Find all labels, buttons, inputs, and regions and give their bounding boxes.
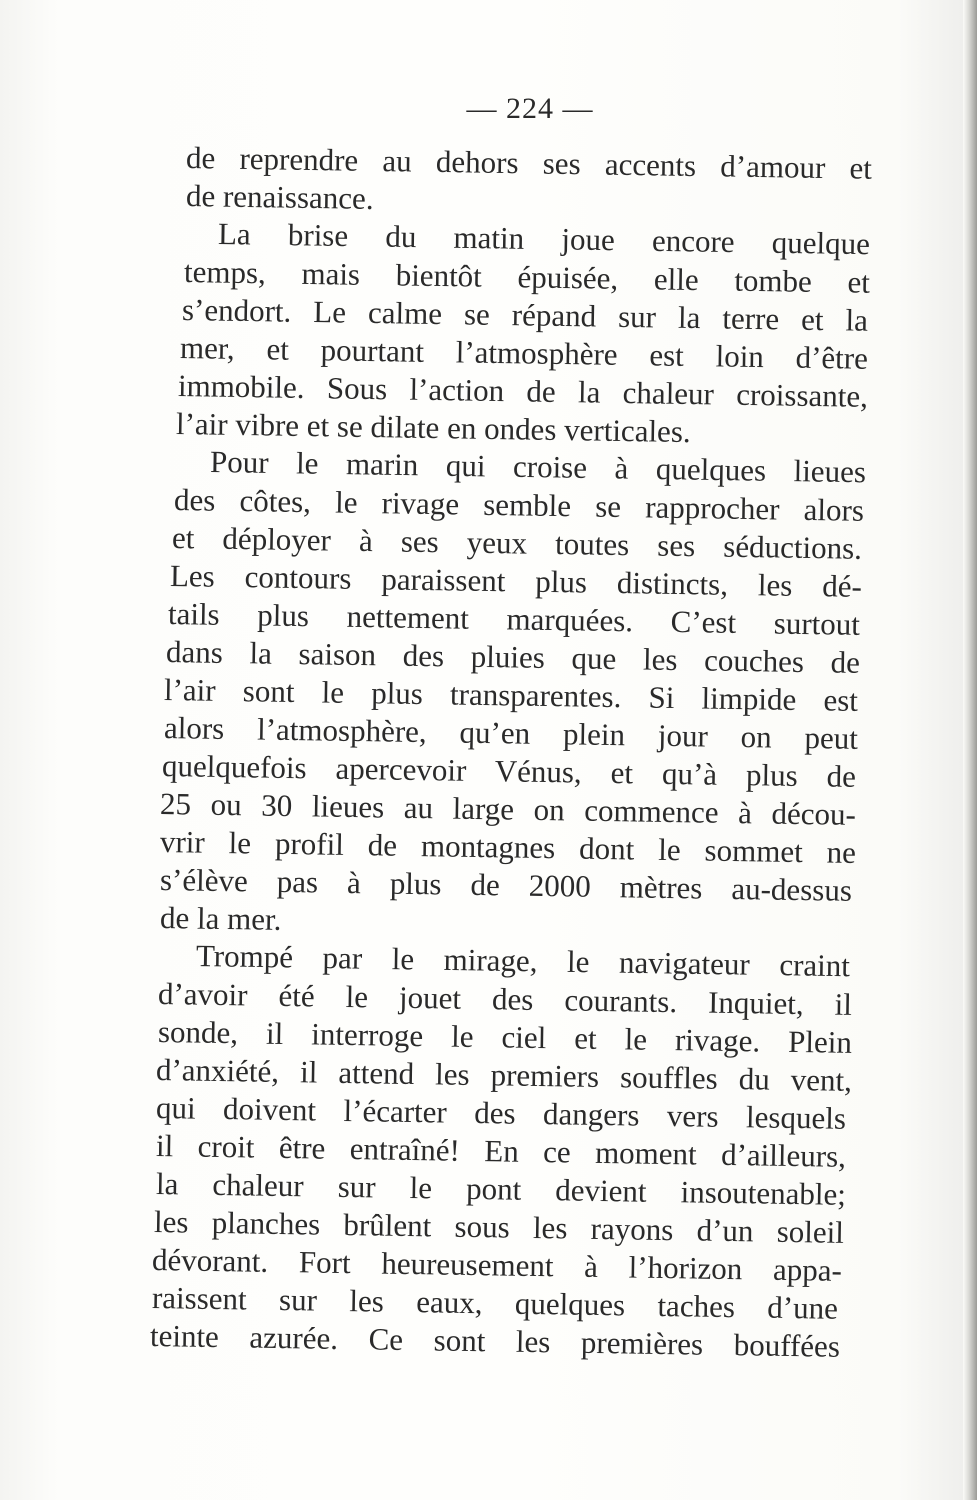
text-line: l’air vibre et se dilate en ondes verticales.: [175, 406, 691, 450]
text-line: les planches brûlent sous les rayons d’un soleil: [153, 1204, 845, 1250]
text-line: de renaissance.: [185, 178, 374, 216]
text-line: s’endort. Le calme se répand sur la terre et la: [181, 292, 869, 338]
text-line: d’anxiété, il attend les premiers souffles du vent,: [155, 1052, 853, 1098]
text-line: Pour le marin qui croise à quelques lieues: [209, 444, 867, 490]
text-line: Les contours paraissent plus distincts, les dé-: [169, 558, 863, 604]
text-line: immobile. Sous l’action de la chaleur croissante,: [177, 368, 869, 414]
page-edge-shadow: [963, 0, 977, 1500]
text-line: et déployer à ses yeux toutes ses séductions.: [171, 520, 863, 566]
page-number: — 224 —: [466, 92, 594, 125]
text-line: des côtes, le rivage semble se rapprocher alors: [173, 482, 865, 528]
text-line: mer, et pourtant l’atmosphère est loin d’être: [179, 330, 869, 376]
text-line: il croit être entraîné! En ce moment d’ailleurs,: [155, 1128, 847, 1174]
text-line: teinte azurée. Ce sont les premières bouffées: [149, 1318, 841, 1364]
text-line: sonde, il interroge le ciel et le rivage. Plein: [157, 1014, 853, 1060]
text-line: de reprendre au dehors ses accents d’amour et: [185, 140, 873, 186]
text-line: d’avoir été le jouet des courants. Inquiet, il: [157, 976, 853, 1022]
text-line: s’élève pas à plus de 2000 mètres au-dessus: [159, 862, 853, 908]
text-line: temps, mais bientôt épuisée, elle tombe et: [183, 254, 871, 300]
text-line: 25 ou 30 lieues au large on commence à décou-: [159, 786, 857, 832]
text-line: l’air sont le plus transparentes. Si limpide est: [163, 672, 859, 718]
text-line: tails plus nettement marquées. C’est surtout: [167, 596, 861, 642]
text-line: qui doivent l’écarter des dangers vers lesquels: [155, 1090, 847, 1136]
text-line: La brise du matin joue encore quelque: [217, 216, 871, 262]
text-line: la chaleur sur le pont devient insoutenable;: [155, 1166, 847, 1212]
text-line: Trompé par le mirage, le navigateur craint: [195, 938, 851, 984]
text-line: dans la saison des pluies que les couches de: [165, 634, 861, 680]
text-line: raissent sur les eaux, quelques taches d’une: [151, 1280, 839, 1326]
text-line: vrir le profil de montagnes dont le sommet ne: [159, 824, 857, 870]
text-line: quelquefois apercevoir Vénus, et qu’à plus de: [161, 748, 857, 794]
text-line: alors l’atmosphère, qu’en plein jour on peut: [163, 710, 859, 756]
text-line: de la mer.: [159, 900, 282, 937]
text-line: dévorant. Fort heureusement à l’horizon appa-: [151, 1242, 843, 1288]
